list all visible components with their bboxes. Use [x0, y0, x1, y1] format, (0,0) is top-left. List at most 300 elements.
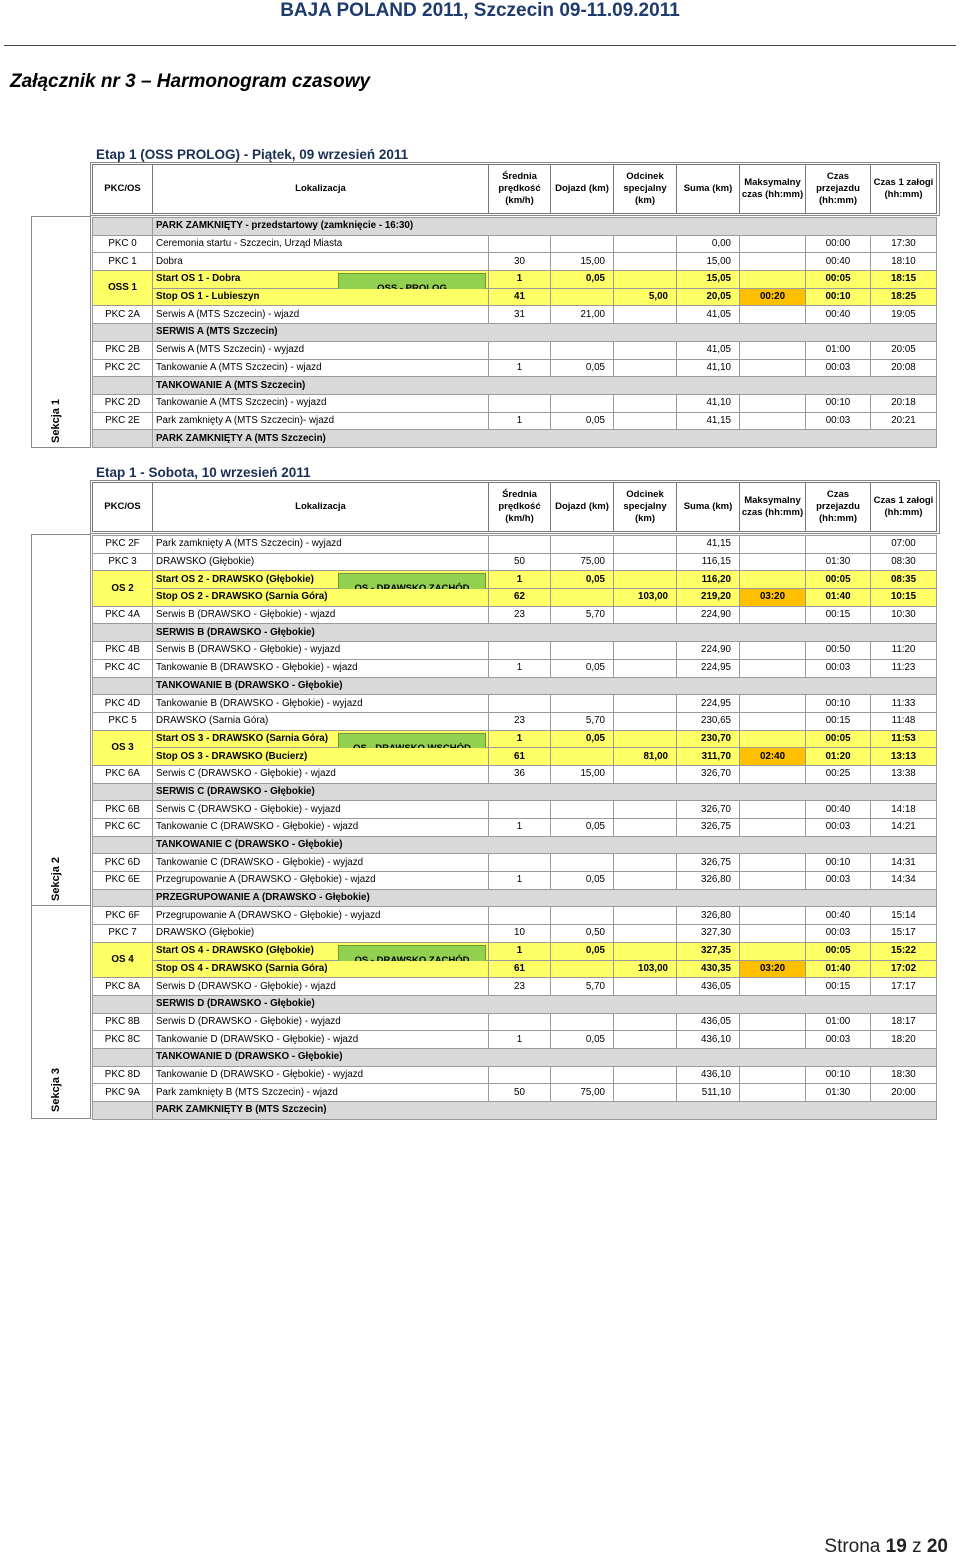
dojazd-cell: 0,05 [551, 819, 614, 837]
dojazd-cell [551, 960, 614, 978]
document-title: Załącznik nr 3 – Harmonogram czasowy [10, 71, 371, 92]
przejazd-cell: 01:00 [806, 341, 871, 359]
section-title-cell: SERWIS D (DRAWSKO - Głębokie) [153, 995, 937, 1013]
os-location-text: Start OS 3 - DRAWSKO (Sarnia Góra) [156, 732, 329, 744]
header-row [93, 483, 937, 532]
table-row [93, 819, 937, 837]
section-blank-cell [93, 1048, 153, 1066]
suma-cell: 326,70 [677, 765, 740, 783]
przejazd-cell: 00:15 [806, 712, 871, 730]
section-blank-cell [93, 218, 153, 236]
column-header-suma: Suma (km) [677, 483, 740, 532]
os-row [93, 589, 937, 607]
max-time-cell [740, 801, 806, 819]
suma-cell: 15,05 [677, 271, 740, 289]
location-cell: DRAWSKO (Głębokie) [153, 925, 489, 943]
os-location-text: Start OS 4 - DRAWSKO (Głębokie) [156, 945, 314, 957]
zalogi-cell: 14:34 [871, 872, 937, 890]
etap1-schedule-table [92, 217, 937, 448]
dojazd-cell: 0,05 [551, 1031, 614, 1049]
pkc-cell: PKC 6B [93, 801, 153, 819]
location-cell: Przegrupowanie A (DRAWSKO - Głębokie) - wyjazd [153, 907, 489, 925]
max-time-cell [740, 1066, 806, 1084]
section-title-cell: TANKOWANIE D (DRAWSKO - Głębokie) [153, 1048, 937, 1066]
zalogi-cell: 20:21 [871, 412, 937, 430]
dojazd-cell [551, 288, 614, 306]
section-header-row [93, 836, 937, 854]
przejazd-cell [806, 536, 871, 554]
speed-cell [489, 341, 551, 359]
przejazd-cell: 00:50 [806, 642, 871, 660]
table-row [93, 306, 937, 324]
max-time-cell [740, 606, 806, 624]
zalogi-cell: 15:17 [871, 925, 937, 943]
suma-cell: 327,30 [677, 925, 740, 943]
odcinek-cell [614, 1013, 677, 1031]
speed-cell: 36 [489, 765, 551, 783]
odcinek-cell [614, 854, 677, 872]
odcinek-cell [614, 1066, 677, 1084]
speed-cell: 50 [489, 553, 551, 571]
suma-cell: 311,70 [677, 748, 740, 766]
suma-cell: 41,10 [677, 394, 740, 412]
odc-cell [614, 942, 677, 960]
running-header: BAJA POLAND 2011, Szczecin 09-11.09.2011 [280, 0, 680, 21]
przejazd-cell: 00:10 [806, 1066, 871, 1084]
przejazd-cell: 00:40 [806, 253, 871, 271]
odcinek-cell [614, 235, 677, 253]
zalogi-cell: 17:30 [871, 235, 937, 253]
section-header-row [93, 324, 937, 342]
pkc-cell: PKC 6F [93, 907, 153, 925]
suma-cell: 116,20 [677, 571, 740, 589]
suma-cell: 224,95 [677, 695, 740, 713]
max-time-cell [740, 659, 806, 677]
table-row [93, 394, 937, 412]
zalogi-cell: 14:21 [871, 819, 937, 837]
os-location-text: Stop OS 3 - DRAWSKO (Bucierz) [156, 750, 308, 762]
odcinek-cell [614, 712, 677, 730]
etap1-header-table [92, 164, 937, 214]
location-cell: Tankowanie D (DRAWSKO - Głębokie) - wjazd [153, 1031, 489, 1049]
section-header-row [93, 677, 937, 695]
max-time-cell [740, 553, 806, 571]
section-header-row [93, 995, 937, 1013]
zalogi-cell: 11:53 [871, 730, 937, 748]
dojazd-cell: 0,05 [551, 872, 614, 890]
odcinek-cell [614, 819, 677, 837]
przejazd-cell: 01:40 [806, 960, 871, 978]
dojazd-cell: 0,05 [551, 271, 614, 289]
speed-cell: 61 [489, 960, 551, 978]
column-header-odcinek: Odcinek specjalny (km) [614, 165, 677, 214]
odcinek-cell [614, 978, 677, 996]
column-header-odcinek: Odcinek specjalny (km) [614, 483, 677, 532]
suma-cell: 41,10 [677, 359, 740, 377]
zalogi-cell: 17:02 [871, 960, 937, 978]
przejazd-cell: 01:20 [806, 748, 871, 766]
speed-cell [489, 235, 551, 253]
os-location-cell [153, 942, 489, 960]
section-blank-cell [93, 836, 153, 854]
przejazd-cell: 00:40 [806, 907, 871, 925]
table-row [93, 253, 937, 271]
odc-cell: 5,00 [614, 288, 677, 306]
przejazd-cell: 00:15 [806, 606, 871, 624]
table-row [93, 606, 937, 624]
suma-cell: 430,35 [677, 960, 740, 978]
dojazd-cell [551, 695, 614, 713]
column-header-speed: Średnia prędkość (km/h) [489, 483, 551, 532]
suma-cell: 326,70 [677, 801, 740, 819]
speed-cell [489, 907, 551, 925]
table-row [93, 801, 937, 819]
pkc-cell: PKC 7 [93, 925, 153, 943]
dojazd-cell: 0,05 [551, 942, 614, 960]
odcinek-cell [614, 359, 677, 377]
pkc-cell: PKC 6E [93, 872, 153, 890]
section-title-cell: SERWIS B (DRAWSKO - Głębokie) [153, 624, 937, 642]
max-cell [740, 571, 806, 589]
table-row [93, 765, 937, 783]
max-time-cell [740, 536, 806, 554]
suma-cell: 436,10 [677, 1066, 740, 1084]
dojazd-cell [551, 1066, 614, 1084]
column-header-dojazd: Dojazd (km) [551, 483, 614, 532]
etap2-header-table [92, 482, 937, 532]
zalogi-cell: 18:10 [871, 253, 937, 271]
przejazd-cell: 00:25 [806, 765, 871, 783]
pkc-cell: PKC 2E [93, 412, 153, 430]
pkc-cell: PKC 6A [93, 765, 153, 783]
odcinek-cell [614, 606, 677, 624]
os-location-cell [153, 288, 489, 306]
zalogi-cell: 11:48 [871, 712, 937, 730]
section-blank-cell [93, 430, 153, 448]
pkc-cell: PKC 2D [93, 394, 153, 412]
column-header-pkc: PKC/OS [93, 483, 153, 532]
speed-cell: 1 [489, 412, 551, 430]
odc-cell: 81,00 [614, 748, 677, 766]
pkc-cell: PKC 6D [93, 854, 153, 872]
pkc-cell: PKC 8B [93, 1013, 153, 1031]
os-code-cell: OS 2 [93, 571, 153, 606]
suma-cell: 0,00 [677, 235, 740, 253]
max-time-cell [740, 412, 806, 430]
zalogi-cell: 18:20 [871, 1031, 937, 1049]
os-code-cell: OSS 1 [93, 271, 153, 306]
przejazd-cell: 00:15 [806, 978, 871, 996]
zalogi-cell: 11:23 [871, 659, 937, 677]
section-blank-cell [93, 783, 153, 801]
column-header-max: Maksymalny czas (hh:mm) [740, 483, 806, 532]
section-title-cell: TANKOWANIE C (DRAWSKO - Głębokie) [153, 836, 937, 854]
os-location-text: Stop OS 1 - Lubieszyn [156, 291, 260, 303]
max-cell: 02:40 [740, 748, 806, 766]
zalogi-cell: 07:00 [871, 536, 937, 554]
dojazd-cell: 21,00 [551, 306, 614, 324]
speed-cell: 50 [489, 1084, 551, 1102]
section-header-row [93, 430, 937, 448]
section-header-row [93, 624, 937, 642]
pkc-cell: PKC 6C [93, 819, 153, 837]
odc-cell: 103,00 [614, 960, 677, 978]
max-time-cell [740, 765, 806, 783]
zalogi-cell: 15:14 [871, 907, 937, 925]
table-row [93, 695, 937, 713]
os-row [93, 942, 937, 960]
max-time-cell [740, 854, 806, 872]
location-cell: Tankowanie A (MTS Szczecin) - wyjazd [153, 394, 489, 412]
footer-sep: z [906, 1536, 927, 1557]
os-location-text: Stop OS 2 - DRAWSKO (Sarnia Góra) [156, 591, 328, 603]
section-header-row [93, 377, 937, 395]
section-header-row [93, 1102, 937, 1120]
section-blank-cell [93, 889, 153, 907]
location-cell: Serwis C (DRAWSKO - Głębokie) - wyjazd [153, 801, 489, 819]
section-header-row [93, 1048, 937, 1066]
max-time-cell [740, 978, 806, 996]
przejazd-cell: 00:10 [806, 394, 871, 412]
speed-cell: 23 [489, 712, 551, 730]
pkc-cell: PKC 4A [93, 606, 153, 624]
location-cell: Serwis C (DRAWSKO - Głębokie) - wjazd [153, 765, 489, 783]
table-row [93, 412, 937, 430]
location-cell: Tankowanie C (DRAWSKO - Głębokie) - wjazd [153, 819, 489, 837]
max-time-cell [740, 306, 806, 324]
suma-cell: 15,00 [677, 253, 740, 271]
column-header-przejazd: Czas przejazdu (hh:mm) [806, 483, 871, 532]
odcinek-cell [614, 925, 677, 943]
os-location-cell [153, 271, 489, 289]
os-location-text: Start OS 2 - DRAWSKO (Głębokie) [156, 573, 314, 585]
zalogi-cell: 13:13 [871, 748, 937, 766]
pkc-cell: PKC 2A [93, 306, 153, 324]
suma-cell: 230,70 [677, 730, 740, 748]
dojazd-cell [551, 235, 614, 253]
dojazd-cell: 75,00 [551, 1084, 614, 1102]
zalogi-cell: 18:30 [871, 1066, 937, 1084]
pkc-cell: PKC 8A [93, 978, 153, 996]
suma-cell: 224,90 [677, 642, 740, 660]
table-row [93, 642, 937, 660]
column-header-zalogi: Czas 1 załogi (hh:mm) [871, 165, 937, 214]
dojazd-cell [551, 1013, 614, 1031]
dojazd-cell: 15,00 [551, 765, 614, 783]
speed-cell: 1 [489, 571, 551, 589]
przejazd-cell: 00:03 [806, 359, 871, 377]
location-cell: Serwis D (DRAWSKO - Głębokie) - wyjazd [153, 1013, 489, 1031]
pkc-cell: PKC 3 [93, 553, 153, 571]
dojazd-cell: 0,05 [551, 659, 614, 677]
zalogi-cell: 19:05 [871, 306, 937, 324]
table-row [93, 1084, 937, 1102]
speed-cell: 10 [489, 925, 551, 943]
odcinek-cell [614, 659, 677, 677]
odcinek-cell [614, 1084, 677, 1102]
location-cell: Tankowanie D (DRAWSKO - Głębokie) - wyjazd [153, 1066, 489, 1084]
odcinek-cell [614, 1031, 677, 1049]
speed-cell: 31 [489, 306, 551, 324]
location-cell: Tankowanie A (MTS Szczecin) - wjazd [153, 359, 489, 377]
column-header-zalogi: Czas 1 załogi (hh:mm) [871, 483, 937, 532]
table-row [93, 536, 937, 554]
section-title-cell: SERWIS A (MTS Szczecin) [153, 324, 937, 342]
section-blank-cell [93, 677, 153, 695]
zalogi-cell: 20:00 [871, 1084, 937, 1102]
suma-cell: 230,65 [677, 712, 740, 730]
przejazd-cell: 00:03 [806, 1031, 871, 1049]
location-cell: Tankowanie B (DRAWSKO - Głębokie) - wyjazd [153, 695, 489, 713]
column-header-pkc: PKC/OS [93, 165, 153, 214]
section-title-cell: TANKOWANIE B (DRAWSKO - Głębokie) [153, 677, 937, 695]
przejazd-cell: 00:10 [806, 288, 871, 306]
przejazd-cell: 00:10 [806, 854, 871, 872]
suma-cell: 224,95 [677, 659, 740, 677]
footer-page: 19 [885, 1536, 907, 1557]
location-cell: DRAWSKO (Głębokie) [153, 553, 489, 571]
column-header-speed: Średnia prędkość (km/h) [489, 165, 551, 214]
dojazd-cell: 0,05 [551, 571, 614, 589]
odcinek-cell [614, 872, 677, 890]
column-header-max: Maksymalny czas (hh:mm) [740, 165, 806, 214]
zalogi-cell: 10:30 [871, 606, 937, 624]
speed-cell: 1 [489, 659, 551, 677]
speed-cell [489, 394, 551, 412]
dojazd-cell [551, 907, 614, 925]
speed-cell [489, 1013, 551, 1031]
section-blank-cell [93, 324, 153, 342]
speed-cell: 1 [489, 1031, 551, 1049]
odc-cell [614, 730, 677, 748]
pkc-cell: PKC 4D [93, 695, 153, 713]
suma-cell: 511,10 [677, 1084, 740, 1102]
max-time-cell [740, 235, 806, 253]
speed-cell [489, 642, 551, 660]
speed-cell: 30 [489, 253, 551, 271]
przejazd-cell: 00:40 [806, 306, 871, 324]
speed-cell [489, 1066, 551, 1084]
os-location-text: Start OS 1 - Dobra [156, 273, 241, 285]
section-title-cell: SERWIS C (DRAWSKO - Głębokie) [153, 783, 937, 801]
header-rule [4, 45, 956, 46]
os-row [93, 960, 937, 978]
section-title-cell: PARK ZAMKNIĘTY - przedstartowy (zamknięcie - 16:30) [153, 218, 937, 236]
przejazd-cell: 00:03 [806, 872, 871, 890]
speed-cell: 1 [489, 271, 551, 289]
os-code-cell: OS 3 [93, 730, 153, 765]
max-time-cell [740, 695, 806, 713]
dojazd-cell: 15,00 [551, 253, 614, 271]
zalogi-cell: 13:38 [871, 765, 937, 783]
speed-cell [489, 801, 551, 819]
table-row [93, 872, 937, 890]
suma-cell: 326,75 [677, 819, 740, 837]
przejazd-cell: 00:05 [806, 942, 871, 960]
etap2-title: Etap 1 - Sobota, 10 wrzesień 2011 [96, 465, 311, 480]
suma-cell: 326,75 [677, 854, 740, 872]
max-cell: 03:20 [740, 960, 806, 978]
odcinek-cell [614, 412, 677, 430]
dojazd-cell: 0,05 [551, 359, 614, 377]
location-cell: Ceremonia startu - Szczecin, Urząd Miasta [153, 235, 489, 253]
table-row [93, 907, 937, 925]
section-label-1: Sekcja 1 [50, 398, 62, 443]
location-cell: Serwis A (MTS Szczecin) - wyjazd [153, 341, 489, 359]
table-row [93, 1031, 937, 1049]
odcinek-cell [614, 394, 677, 412]
header-row [93, 165, 937, 214]
odcinek-cell [614, 536, 677, 554]
dojazd-cell [551, 394, 614, 412]
pkc-cell: PKC 4B [93, 642, 153, 660]
zalogi-cell: 20:05 [871, 341, 937, 359]
zalogi-cell: 11:20 [871, 642, 937, 660]
pkc-cell: PKC 9A [93, 1084, 153, 1102]
odcinek-cell [614, 695, 677, 713]
suma-cell: 326,80 [677, 872, 740, 890]
speed-cell: 62 [489, 589, 551, 607]
dojazd-cell [551, 536, 614, 554]
etap1-title: Etap 1 (OSS PROLOG) - Piątek, 09 wrzesień 2011 [96, 147, 409, 162]
location-cell: Serwis B (DRAWSKO - Głębokie) - wyjazd [153, 642, 489, 660]
zalogi-cell: 20:08 [871, 359, 937, 377]
zalogi-cell: 10:15 [871, 589, 937, 607]
os-location-text: Stop OS 4 - DRAWSKO (Sarnia Góra) [156, 962, 328, 974]
max-cell: 00:20 [740, 288, 806, 306]
pkc-cell: PKC 2C [93, 359, 153, 377]
speed-cell: 23 [489, 978, 551, 996]
suma-cell: 41,05 [677, 341, 740, 359]
section-blank-cell [93, 377, 153, 395]
table-row [93, 1066, 937, 1084]
przejazd-cell: 01:30 [806, 1084, 871, 1102]
odcinek-cell [614, 642, 677, 660]
table-row [93, 712, 937, 730]
table-row [93, 341, 937, 359]
table-row [93, 553, 937, 571]
dojazd-cell: 0,05 [551, 412, 614, 430]
dojazd-cell [551, 748, 614, 766]
odcinek-cell [614, 907, 677, 925]
suma-cell: 436,10 [677, 1031, 740, 1049]
section-title-cell: PRZEGRUPOWANIE A (DRAWSKO - Głębokie) [153, 889, 937, 907]
suma-cell: 116,15 [677, 553, 740, 571]
max-time-cell [740, 642, 806, 660]
pkc-cell: PKC 0 [93, 235, 153, 253]
os-location-cell [153, 960, 489, 978]
zalogi-cell: 20:18 [871, 394, 937, 412]
pkc-cell: PKC 2F [93, 536, 153, 554]
suma-cell: 436,05 [677, 978, 740, 996]
przejazd-cell: 00:03 [806, 925, 871, 943]
przejazd-cell: 00:05 [806, 271, 871, 289]
zalogi-cell: 15:22 [871, 942, 937, 960]
zalogi-cell: 18:17 [871, 1013, 937, 1031]
dojazd-cell: 0,05 [551, 730, 614, 748]
odc-cell: 103,00 [614, 589, 677, 607]
section-blank-cell [93, 1102, 153, 1120]
max-time-cell [740, 341, 806, 359]
max-time-cell [740, 872, 806, 890]
pkc-cell: PKC 4C [93, 659, 153, 677]
os-location-cell [153, 571, 489, 589]
section-header-row [93, 889, 937, 907]
suma-cell: 20,05 [677, 288, 740, 306]
section-title-cell: PARK ZAMKNIĘTY A (MTS Szczecin) [153, 430, 937, 448]
przejazd-cell: 01:00 [806, 1013, 871, 1031]
location-cell: Tankowanie B (DRAWSKO - Głębokie) - wjazd [153, 659, 489, 677]
